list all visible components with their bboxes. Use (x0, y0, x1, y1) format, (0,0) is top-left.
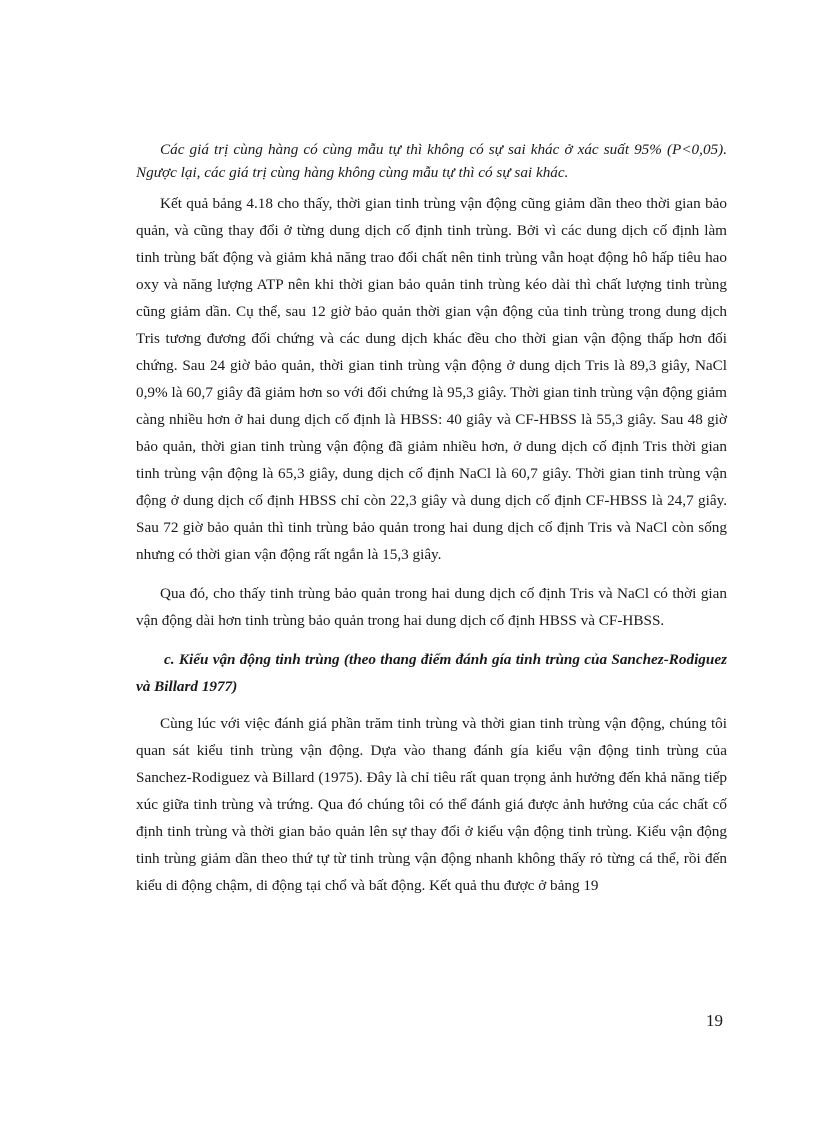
section-heading: c. Kiểu vận động tinh trùng (theo thang điểm đánh gía tinh trùng của Sanchez-Rodiguez và Billard 1977) (136, 651, 727, 695)
document-page (136, 138, 727, 911)
paragraph-motility-type: Cùng lúc với việc đánh giá phần trăm tinh trùng và thời gian tinh trùng vận động, chúng tôi quan sát kiểu tinh trùng vận động. Dựa vào thang đánh gía kiểu vận động tinh trùng của Sanchez-Rodiguez và Billard (1975). Đây là chỉ tiêu rất quan trọng ảnh hưởng đến khả năng tiếp xúc giữa tinh trùng và trứng. Qua đó chúng tôi có thể đánh giá được ảnh hưởng của các chất cố định tinh trùng và thời gian bảo quản lên sự thay đổi ở kiểu vận động tinh trùng. Kiểu vận động tinh trùng giảm dần theo thứ tự từ tinh trùng vận động nhanh không thấy rỏ từng cá thể, rồi đến kiểu di động chậm, di động tại chổ và bất động. Kết quả thu được ở bảng 19 (136, 715, 727, 894)
table-footnote: Các giá trị cùng hàng có cùng mẫu tự thì không có sự sai khác ở xác suất 95% (P<0,05). Ngược lại, các giá trị cùng hàng không cùng mẫu tự thì có sự sai khác. (136, 141, 727, 181)
paragraph-conclusion: Qua đó, cho thấy tinh trùng bảo quản trong hai dung dịch cố định Tris và NaCl có thời gian vận động dài hơn tinh trùng bảo quản trong hai dung dịch cố định HBSS và CF-HBSS. (136, 585, 727, 629)
paragraph-results-motility-time: Kết quả bảng 4.18 cho thấy, thời gian tinh trùng vận động cũng giảm dần theo thời gian bảo quản, và cũng thay đổi ở từng dung dịch cố định tinh trùng. Bởi vì các dung dịch cố định làm tinh trùng bất động và giảm khả năng trao đổi chất nên tinh trùng vẫn hoạt động hô hấp tiêu hao oxy và năng lượng ATP nên khi thời gian bảo quản tinh trùng kéo dài thì chất lượng tinh trùng cũng giảm dần. Cụ thể, sau 12 giờ bảo quản thời gian vận động của tinh trùng trong dung dịch Tris tương đương đối chứng và các dung dịch khác đều cho thời gian vận động thấp hơn đối chứng. Sau 24 giờ bảo quản, thời gian tinh trùng vận động ở dung dịch Tris là 89,3 giây, NaCl 0,9% là 60,7 giây đã giảm hơn so với đối chứng là 95,3 giây. Thời gian tinh trùng vận động giảm càng nhiều hơn ở hai dung dịch cố định là HBSS: 40 giây và CF-HBSS là 55,3 giây. Sau 48 giờ bảo quản, thời gian tinh trùng vận động đã giảm nhiều hơn, ở dung dịch cố định Tris thời gian tinh trùng vận động là 65,3 giây, dung dịch cố định NaCl là 60,7 giây. Thời gian tinh trùng vận động ở dung dịch cố định HBSS chỉ còn 22,3 giây và dung dịch cố định CF-HBSS là 24,7 giây. Sau 72 giờ bảo quản thì tinh trùng bảo quản trong hai dung dịch cố định Tris và NaCl còn sống nhưng có thời gian vận động rất ngắn là 15,3 giây. (136, 195, 727, 563)
page-number: 19 (706, 1011, 723, 1030)
